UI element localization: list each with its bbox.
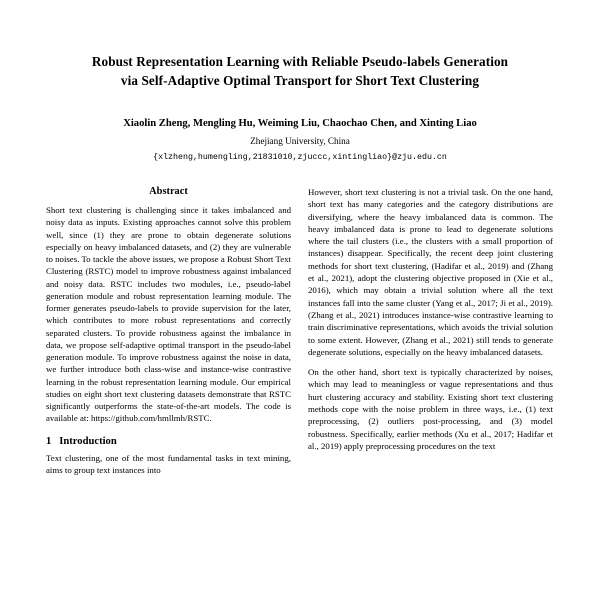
right-column xyxy=(308,186,553,484)
page-title xyxy=(48,52,552,90)
title-line-1: Robust Representation Learning with Reliable Pseudo-labels Generation xyxy=(91,54,509,69)
section-heading-introduction xyxy=(46,436,291,447)
abstract-heading: Abstract xyxy=(149,186,188,197)
author-names: Xiaolin Zheng, Mengling Hu, Weiming Liu, Chaochao Chen, and Xinting Liao xyxy=(123,118,477,129)
two-column-body xyxy=(46,186,554,484)
abstract-paragraph: Short text clustering is challenging since it takes imbalanced and noisy data as inputs. Existing approaches cannot solve this problem well, since (1) they are prone to obtain degenerate solutions especially on heavy imbalanced datasets, and (2) they are vulnerable to noises. To tackle the above issues, we propose a Robust Short Text Clustering (RSTC) model to improve robustness against imbalanced and noisy data. RSTC includes two modules, i.e., pseudo-label generation module and robust representation learning module. The former generates pseudo-labels to provide supervision for the later, which contributes to more robust representations and correctly separated clusters. To provide robustness against the imbalance in data, we propose self-adaptive optimal transport in the pseudo-label generation module. To improve robustness against the noise in data, we further introduce both class-wise and instance-wise contrastive learning in the robust representation learning module. Our empirical studies on eight short text clustering datasets demonstrate that RSTC significantly outperforms the state-of-the-art models. The code is available at: https://github.com/hmllmh/RSTC. xyxy=(46,205,291,424)
author-emails: {xlzheng,humengling,21831010,zjuccc,xintingliao}@zju.edu.cn xyxy=(153,153,447,162)
right-paragraph-1: However, short text clustering is not a trivial task. On the one hand, short text has many categories and the category distributions are diversifying, where the heavy imbalanced data is common. The heavy imbalanced data is prone to lead to degenerate solutions where the tail clusters (i.e., the clusters with a small proportion of instances) disappear. Specifically, the recent deep joint clustering methods for short text clustering, (Hadifar et al., 2019) and (Zhang et al., 2021), adopt the clustering objective proposed in (Xie et al., 2016), which may obtain a trivial solution where all the text instances fall into the same cluster (Yang et al., 2017; Ji et al., 2019). (Zhang et al., 2021) introduces instance-wise contrastive learning to train discriminative representations, which avoids the trivial solution to some extent. However, (Zhang et al., 2021) still tends to generate degenerate solutions, especially on the heavy imbalanced datasets. xyxy=(308,187,553,357)
left-column xyxy=(46,186,291,484)
intro-paragraph-1: Text clustering, one of the most fundamental tasks in text mining, aims to group text instances into xyxy=(46,452,291,475)
author-list xyxy=(46,116,554,131)
section-title: Introduction xyxy=(59,435,117,447)
title-line-2: via Self-Adaptive Optimal Transport for Short Text Clustering xyxy=(120,73,480,88)
right-paragraph-2: On the other hand, short text is typically characterized by noises, which may lead to meaningless or vague representations and thus hurt clustering accuracy and stability. Existing short text clustering methods cope with the noise problem in three ways, i.e., (1) text preprocessing, (2) outliers post-processing, and (3) model robustness. Specifically, earlier methods (Xu et al., 2017; Hadifar et al., 2019) apply preprocessing procedures on the text xyxy=(308,367,553,451)
section-number: 1 xyxy=(46,435,52,447)
affiliation: Zhejiang University, China xyxy=(250,136,350,146)
